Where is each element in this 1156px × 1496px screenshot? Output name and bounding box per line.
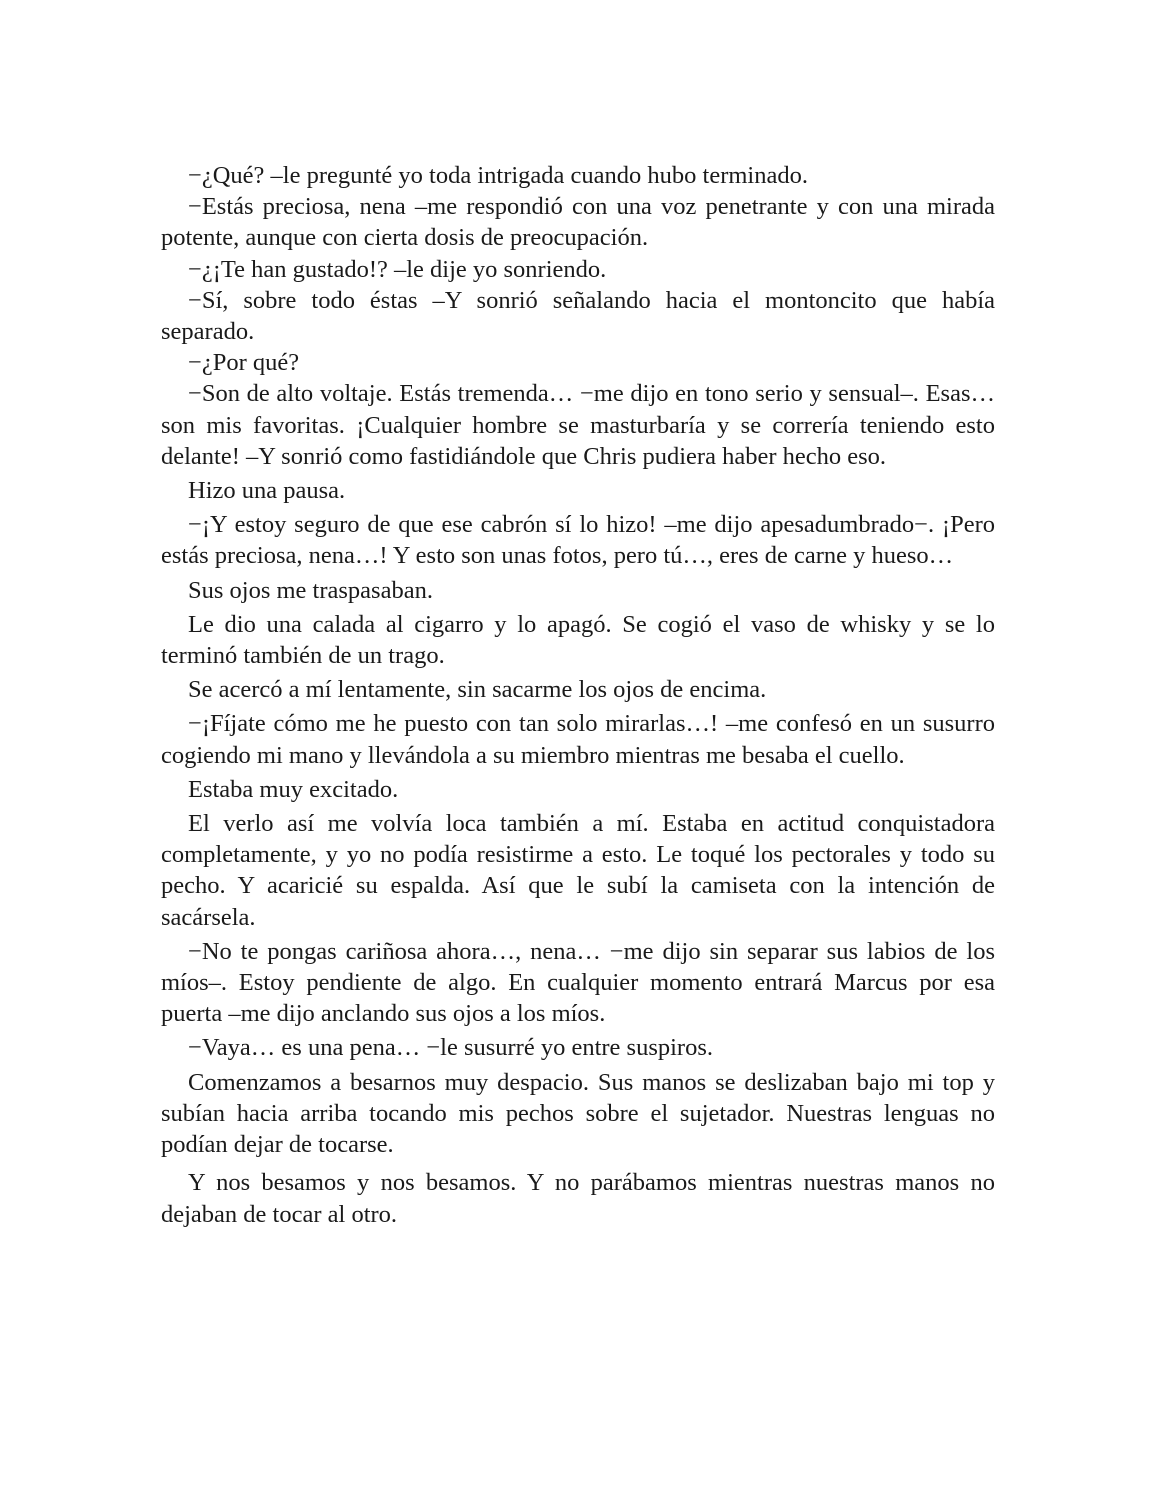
page-body <box>161 160 995 1230</box>
paragraph: Hizo una pausa. <box>188 477 346 505</box>
paragraph: −Estás preciosa, nena –me respondió con una voz penetrante y con una mirada potente, aunque con cierta dosis de preocupación. <box>161 193 995 252</box>
paragraph: −Son de alto voltaje. Estás tremenda… −me dijo en tono serio y sensual–. Esas… son mis favoritas. ¡Cualquier hombre se masturbaría y se correría teniendo esto delante! –Y sonrió como fastidiándole que Chris pudiera haber hecho eso. <box>161 380 995 470</box>
paragraph: Y nos besamos y nos besamos. Y no parábamos mientras nuestras manos no dejaban de tocar al otro. <box>161 1169 995 1228</box>
paragraph: El verlo así me volvía loca también a mí. Estaba en actitud conquistadora completamente, y yo no podía resistirme a esto. Le toqué los pectorales y todo su pecho. Y acaricié su espalda. Así que le subí la camiseta con la intención de sacársela. <box>161 810 995 931</box>
paragraph: −¡Y estoy seguro de que ese cabrón sí lo hizo! –me dijo apesadumbrado−. ¡Pero estás preciosa, nena…! Y esto son unas fotos, pero tú…, eres de carne y hueso… <box>161 511 995 570</box>
paragraph: −¿Qué? –le pregunté yo toda intrigada cuando hubo terminado. <box>188 162 808 189</box>
paragraph: −¡Fíjate cómo me he puesto con tan solo mirarlas…! –me confesó en un susurro cogiendo mi mano y llevándola a su miembro mientras me besaba el cuello. <box>161 710 995 769</box>
paragraph: −Sí, sobre todo éstas –Y sonrió señalando hacia el montoncito que había separado. <box>161 286 995 346</box>
paragraph: Se acercó a mí lentamente, sin sacarme los ojos de encima. <box>188 676 767 704</box>
paragraph: Estaba muy excitado. <box>188 775 399 803</box>
paragraph: Sus ojos me traspasaban. <box>188 576 433 604</box>
paragraph: Le dio una calada al cigarro y lo apagó. Se cogió el vaso de whisky y se lo terminó también de un trago. <box>161 610 995 670</box>
paragraph: −¿Por qué? <box>188 349 300 377</box>
paragraph: −Vaya… es una pena… −le susurré yo entre suspiros. <box>188 1034 713 1062</box>
paragraph: −No te pongas cariñosa ahora…, nena… −me dijo sin separar sus labios de los míos–. Estoy pendiente de algo. En cualquier momento entrará Marcus por esa puerta –me dijo anclando sus ojos a los míos. <box>161 937 995 1028</box>
paragraph: −¿¡Te han gustado!? –le dije yo sonriendo. <box>188 255 607 283</box>
paragraph: Comenzamos a besarnos muy despacio. Sus manos se deslizaban bajo mi top y subían hacia arriba tocando mis pechos sobre el sujetador. Nuestras lenguas no podían dejar de tocarse. <box>161 1068 995 1159</box>
